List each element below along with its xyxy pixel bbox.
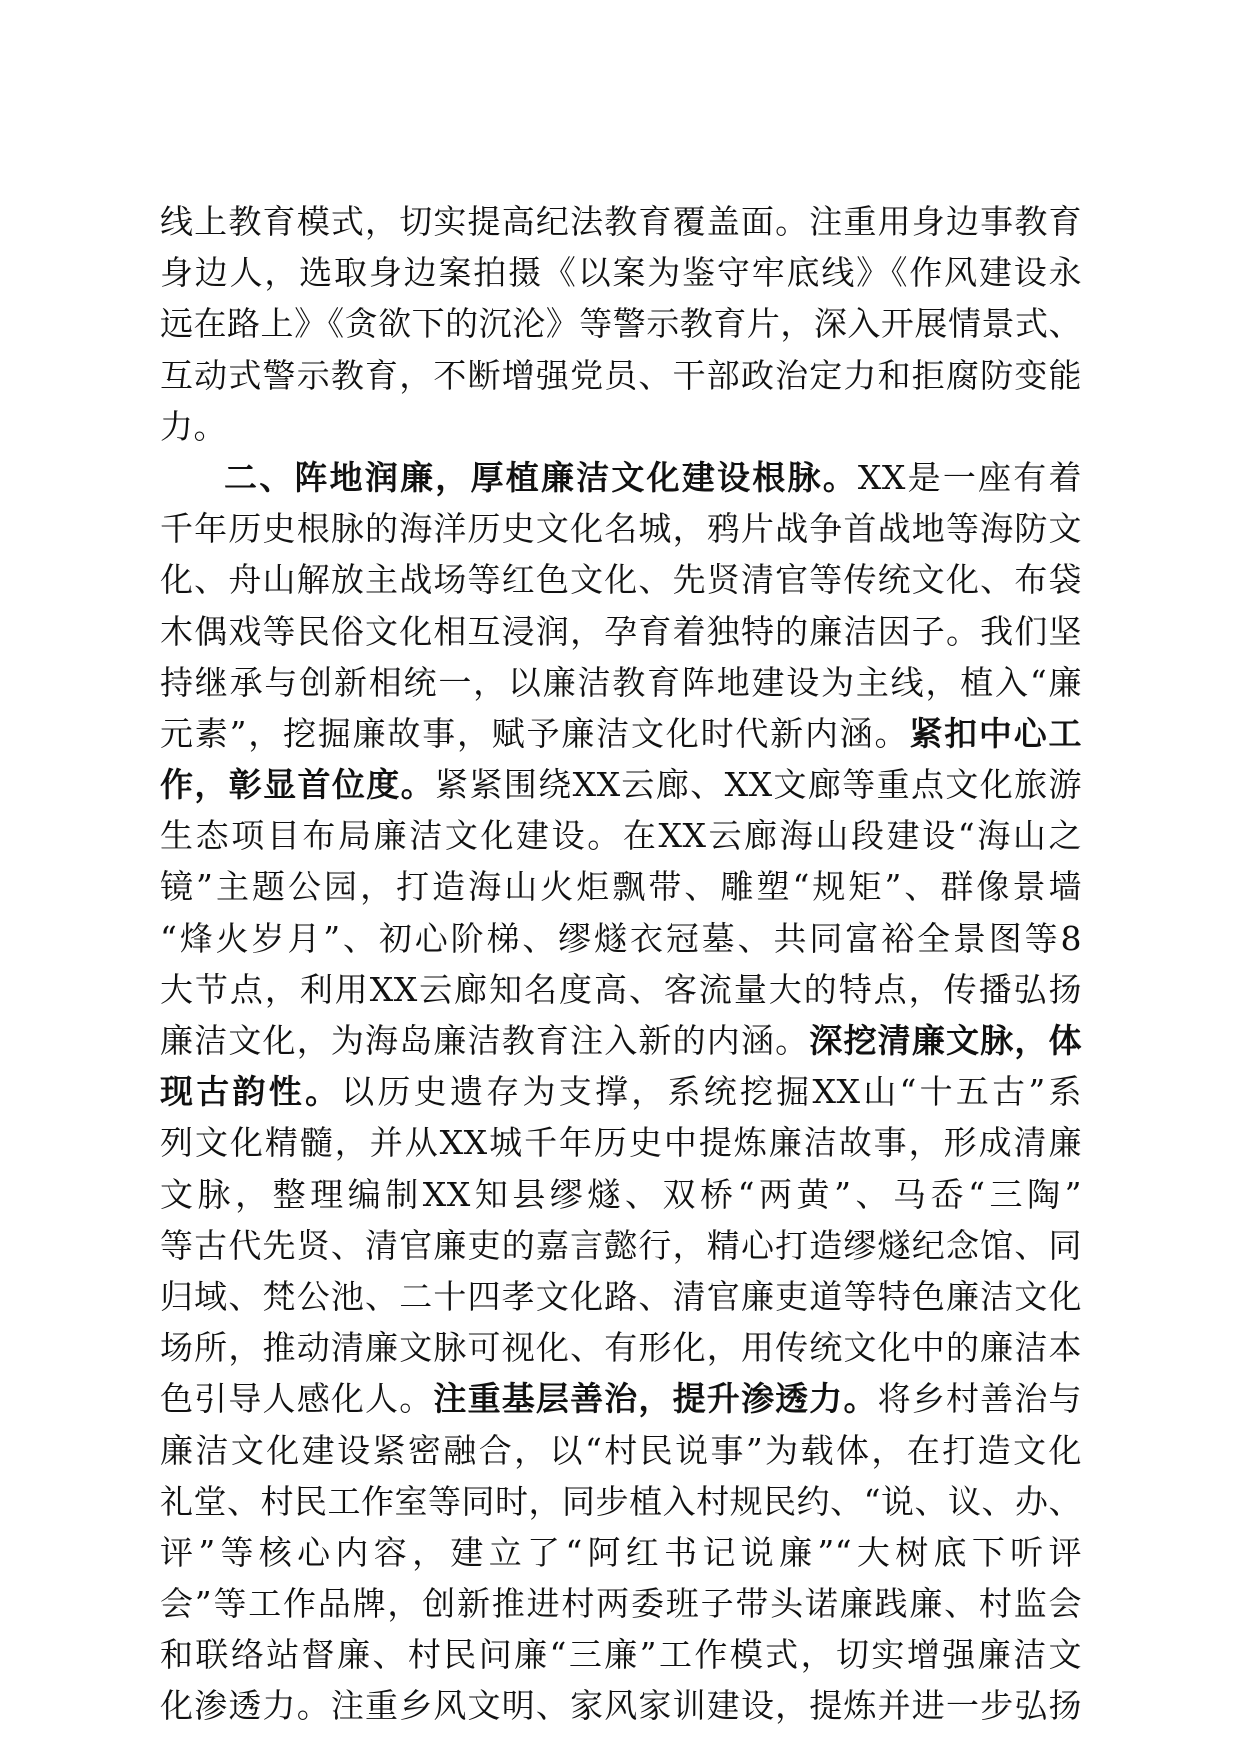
text-segment: XX是一座有着 [857, 457, 1082, 497]
text-segment: 元素”，挖掘廉故事，赋予廉洁文化时代新内涵。 [160, 713, 910, 753]
text-line [160, 1169, 1082, 1220]
bold-text-segment: 二、阵地润廉，厚植廉洁文化建设根脉。 [224, 457, 858, 497]
text-segment: 千年历史根脉的海洋历史文化名城，鸦片战争首战地等海防文 [160, 509, 1082, 549]
text-line [160, 1373, 1082, 1424]
text-segment: 身边人，选取身边案拍摄《以案为鉴守牢底线》《作风建设永 [160, 253, 1082, 293]
text-segment: 化渗透力。注重乡风文明、家风家训建设，提炼并进一步弘扬 [160, 1686, 1082, 1726]
text-segment: 礼堂、村民工作室等同时，同步植入村规民约、“说、议、办、 [160, 1481, 1082, 1521]
text-line [160, 452, 1082, 503]
text-segment: 以历史遗存为支撑，系统挖掘XX山“十五古”系 [341, 1072, 1082, 1112]
text-segment: “烽火岁月”、初心阶梯、缪燧衣冠墓、共同富裕全景图等8 [160, 918, 1082, 958]
text-line [160, 1425, 1082, 1476]
text-segment: 木偶戏等民俗文化相互浸润，孕育着独特的廉洁因子。我们坚 [160, 611, 1082, 651]
text-segment: 紧紧围绕XX云廊、XX文廊等重点文化旅游 [435, 765, 1082, 805]
text-segment: 文脉，整理编制XX知县缪燧、双桥“两黄”、马岙“三陶” [160, 1174, 1082, 1214]
text-line [160, 1476, 1082, 1527]
text-line [160, 1271, 1082, 1322]
text-line [160, 298, 1082, 349]
text-line [160, 196, 1082, 247]
text-segment: 归域、梵公池、二十四孝文化路、清官廉吏道等特色廉洁文化 [160, 1276, 1082, 1316]
text-line [160, 247, 1082, 298]
text-segment: 远在路上》《贪欲下的沉沦》等警示教育片，深入开展情景式、 [160, 304, 1082, 344]
text-line [160, 1680, 1082, 1731]
text-line [160, 1578, 1082, 1629]
text-segment: 色引导人感化人。 [160, 1379, 434, 1419]
text-segment: 化、舟山解放主战场等红色文化、先贤清官等传统文化、布袋 [160, 560, 1082, 600]
text-segment: 线上教育模式，切实提高纪法教育覆盖面。注重用身边事教育 [160, 202, 1082, 241]
bold-text-segment: 作，彰显首位度。 [160, 765, 436, 805]
text-segment: 列文化精髓，并从XX城千年历史中提炼廉洁故事，形成清廉 [160, 1123, 1082, 1163]
text-line [160, 1322, 1082, 1373]
text-line [160, 401, 1082, 452]
text-segment: 等古代先贤、清官廉吏的嘉言懿行，精心打造缪燧纪念馆、同 [160, 1225, 1082, 1265]
text-line [160, 503, 1082, 554]
text-segment: 互动式警示教育，不断增强党员、干部政治定力和拒腐防变能 [160, 355, 1082, 395]
text-line [160, 350, 1082, 401]
bold-text-segment: 深挖清廉文脉，体 [809, 1021, 1082, 1060]
text-line [160, 606, 1082, 657]
text-line [160, 708, 1082, 759]
text-segment: 评”等核心内容，建立了“阿红书记说廉”“大树底下听评 [160, 1532, 1082, 1572]
text-segment: 廉洁文化，为海岛廉洁教育注入新的内涵。 [160, 1021, 810, 1060]
text-segment: 镜”主题公园，打造海山火炬飘带、雕塑“规矩”、群像景墙 [160, 867, 1082, 907]
text-segment: 力。 [160, 406, 227, 446]
text-segment: 场所，推动清廉文脉可视化、有形化，用传统文化中的廉洁本 [160, 1328, 1082, 1368]
text-segment: 廉洁文化建设紧密融合，以“村民说事”为载体，在打造文化 [160, 1430, 1082, 1470]
bold-text-segment: 紧扣中心工 [909, 713, 1082, 753]
text-line [160, 1527, 1082, 1578]
text-segment: 会”等工作品牌，创新推进村两委班子带头诺廉践廉、村监会 [160, 1584, 1082, 1624]
text-line [160, 810, 1082, 861]
text-line [160, 1066, 1082, 1117]
text-line [160, 861, 1082, 912]
text-segment: 和联络站督廉、村民问廉“三廉”工作模式，切实增强廉洁文 [160, 1635, 1082, 1675]
text-line [160, 759, 1082, 810]
document-body [160, 196, 1082, 1732]
text-segment: 持继承与创新相统一，以廉洁教育阵地建设为主线，植入“廉 [160, 662, 1082, 702]
bold-text-segment: 现古韵性。 [160, 1072, 342, 1112]
text-segment: 将乡村善治与 [877, 1379, 1082, 1419]
text-line [160, 1015, 1082, 1066]
text-segment: 大节点，利用XX云廊知名度高、客流量大的特点，传播弘扬 [160, 969, 1082, 1009]
text-line [160, 964, 1082, 1015]
text-segment: 生态项目布局廉洁文化建设。在XX云廊海山段建设“海山之 [160, 816, 1082, 856]
text-line [160, 913, 1082, 964]
bold-text-segment: 注重基层善治，提升渗透力。 [433, 1379, 878, 1419]
text-line [160, 657, 1082, 708]
text-line [160, 554, 1082, 605]
text-line [160, 1629, 1082, 1680]
text-line [160, 1117, 1082, 1168]
text-line [160, 1220, 1082, 1271]
